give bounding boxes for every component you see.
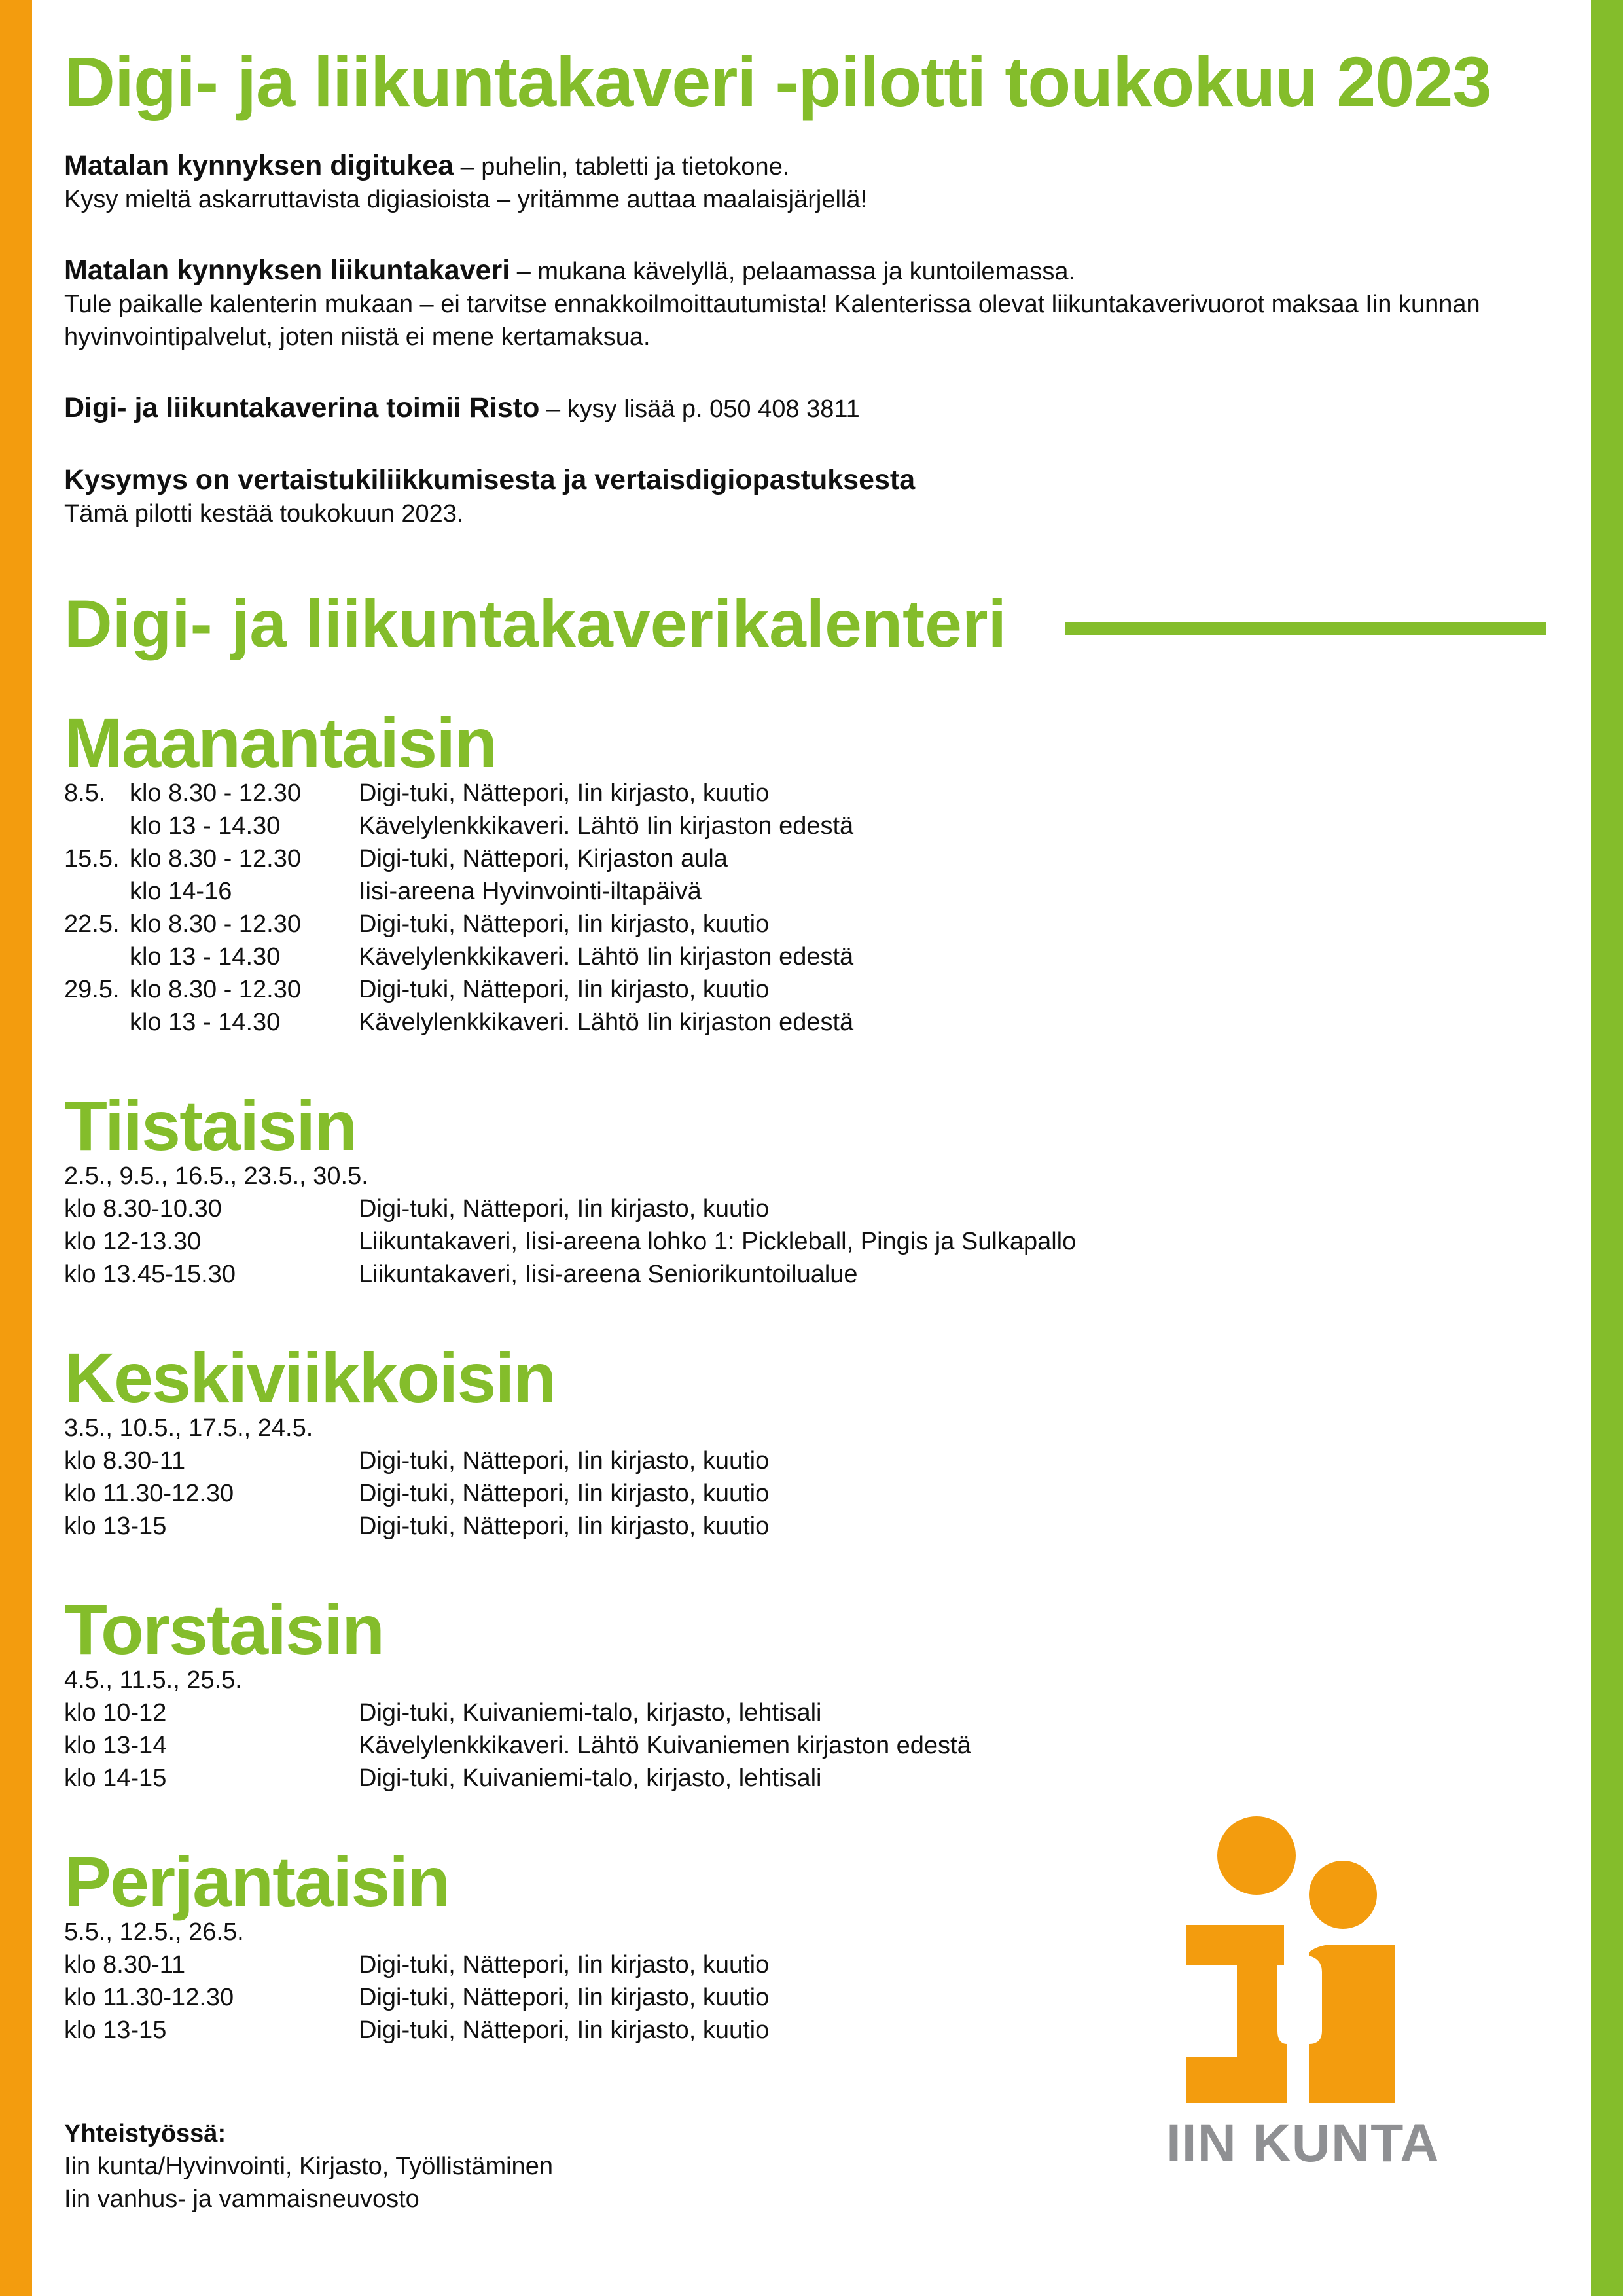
row-desc: Digi-tuki, Nättepori, Iin kirjasto, kuutio bbox=[359, 780, 770, 807]
row-time: klo 11.30-12.30 bbox=[64, 1480, 234, 1507]
row-desc: Digi-tuki, Kuivaniemi-talo, kirjasto, lehtisali bbox=[359, 1765, 822, 1792]
row-desc: Kävelylenkkikaveri. Lähtö Iin kirjaston edestä bbox=[359, 812, 854, 840]
row-desc: Digi-tuki, Nättepori, Iin kirjasto, kuutio bbox=[359, 1984, 770, 2011]
intro-section bbox=[64, 149, 1504, 568]
row-time: klo 8.30 - 12.30 bbox=[130, 780, 301, 807]
logo-wordmark: IIN KUNTA bbox=[1166, 2113, 1440, 2173]
day-heading: Perjantaisin bbox=[64, 1842, 450, 1921]
schedule-row bbox=[64, 973, 1242, 1006]
calendar-title: Digi- ja liikuntakaverikalenteri bbox=[64, 586, 1007, 661]
row-date bbox=[64, 941, 130, 973]
footer-cooperation bbox=[64, 2117, 553, 2215]
row-date bbox=[64, 1006, 130, 1039]
intro-lead: Matalan kynnyksen digitukea bbox=[64, 150, 454, 181]
row-time: klo 8.30-11 bbox=[64, 1447, 186, 1475]
row-desc: Digi-tuki, Nättepori, Iin kirjasto, kuutio bbox=[359, 1513, 770, 1540]
row-time: klo 13 - 14.30 bbox=[130, 1009, 281, 1036]
schedule-row bbox=[64, 1696, 1242, 1729]
row-time: klo 10-12 bbox=[64, 1699, 167, 1727]
row-desc: Digi-tuki, Kuivaniemi-talo, kirjasto, lehtisali bbox=[359, 1699, 822, 1727]
row-desc: Digi-tuki, Nättepori, Iin kirjasto, kuutio bbox=[359, 1951, 770, 1979]
schedule-row bbox=[64, 2014, 1242, 2047]
row-time: klo 14-16 bbox=[130, 878, 232, 905]
row-desc: Kävelylenkkikaveri. Lähtö Iin kirjaston edestä bbox=[359, 943, 854, 971]
row-time: klo 13 - 14.30 bbox=[130, 812, 281, 840]
row-desc: Kävelylenkkikaveri. Lähtö Iin kirjaston edestä bbox=[359, 1009, 854, 1036]
row-desc: Digi-tuki, Nättepori, Kirjaston aula bbox=[359, 845, 728, 872]
intro-body: Kysy mieltä askarruttavista digiasioista – yritämme auttaa maalaisjärjellä! bbox=[64, 186, 868, 213]
row-time: klo 12-13.30 bbox=[64, 1228, 202, 1255]
row-desc: Kävelylenkkikaveri. Lähtö Kuivaniemen kirjaston edestä bbox=[359, 1732, 971, 1759]
row-desc: Liikuntakaveri, Iisi-areena Seniorikuntoilualue bbox=[359, 1261, 858, 1288]
schedule-row bbox=[64, 1981, 1242, 2014]
day-dates: 3.5., 10.5., 17.5., 24.5. bbox=[64, 1414, 313, 1442]
row-time: klo 14-15 bbox=[64, 1765, 167, 1792]
intro-lead: Digi- ja liikuntakaverina toimii Risto bbox=[64, 392, 540, 423]
calendar-title-rule bbox=[1065, 622, 1546, 635]
row-desc: Digi-tuki, Nättepori, Iin kirjasto, kuutio bbox=[359, 976, 770, 1003]
schedule-row bbox=[64, 941, 1242, 973]
schedule-row bbox=[64, 908, 1242, 941]
row-time: klo 11.30-12.30 bbox=[64, 1984, 234, 2011]
row-desc: Digi-tuki, Nättepori, Iin kirjasto, kuutio bbox=[359, 2017, 770, 2044]
row-time: klo 8.30-10.30 bbox=[64, 1195, 222, 1223]
schedule-row bbox=[64, 1444, 1242, 1477]
schedule-row bbox=[64, 1477, 1242, 1510]
intro-body: Tämä pilotti kestää toukokuun 2023. bbox=[64, 500, 464, 528]
row-date bbox=[64, 810, 130, 842]
day-dates: 5.5., 12.5., 26.5. bbox=[64, 1918, 244, 1946]
intro-digituki bbox=[64, 149, 1504, 216]
intro-pilot bbox=[64, 463, 1504, 530]
left-accent-bar bbox=[0, 0, 32, 2296]
row-desc: Digi-tuki, Nättepori, Iin kirjasto, kuutio bbox=[359, 910, 770, 938]
day-thursday bbox=[64, 1590, 1242, 1795]
schedule-row bbox=[64, 1762, 1242, 1795]
row-time: klo 13.45-15.30 bbox=[64, 1261, 236, 1288]
row-desc: Digi-tuki, Nättepori, Iin kirjasto, kuutio bbox=[359, 1195, 770, 1223]
row-desc: Liikuntakaveri, Iisi-areena lohko 1: Pickleball, Pingis ja Sulkapallo bbox=[359, 1228, 1077, 1255]
row-desc: Digi-tuki, Nättepori, Iin kirjasto, kuutio bbox=[359, 1447, 770, 1475]
day-monday bbox=[64, 703, 1242, 1039]
day-wednesday bbox=[64, 1338, 1242, 1543]
schedule-row bbox=[64, 1193, 1242, 1225]
row-date: 8.5. bbox=[64, 780, 106, 807]
row-date: 22.5. bbox=[64, 910, 120, 938]
page-title: Digi- ja liikuntakaveri -pilotti toukokuu 2023 bbox=[64, 42, 1491, 121]
row-desc: Iisi-areena Hyvinvointi-iltapäivä bbox=[359, 878, 702, 905]
right-accent-bar bbox=[1591, 0, 1623, 2296]
intro-rest: – mukana kävelyllä, pelaamassa ja kuntoilemassa. bbox=[510, 258, 1076, 285]
day-heading: Torstaisin bbox=[64, 1590, 384, 1669]
row-time: klo 8.30 - 12.30 bbox=[130, 976, 301, 1003]
ii-logo-icon bbox=[1166, 1815, 1428, 2103]
intro-body: Tule paikalle kalenterin mukaan – ei tarvitse ennakkoilmoittautumista! Kalenterissa olevat liikuntakaverivuorot maksaa Iin kunnan hyvinvointipalvelut, joten niistä ei mene kertamaksua. bbox=[64, 291, 1480, 351]
footer-line: Iin kunta/Hyvinvointi, Kirjasto, Työllistäminen bbox=[64, 2153, 553, 2180]
intro-lead: Kysymys on vertaistukiliikkumisesta ja vertaisdigiopastuksesta bbox=[64, 464, 916, 495]
intro-contact bbox=[64, 391, 1504, 425]
intro-rest: – kysy lisää p. 050 408 3811 bbox=[539, 395, 860, 423]
row-date: 15.5. bbox=[64, 845, 120, 872]
schedule-row bbox=[64, 1225, 1242, 1258]
row-date bbox=[64, 875, 130, 908]
row-desc: Digi-tuki, Nättepori, Iin kirjasto, kuutio bbox=[359, 1480, 770, 1507]
day-tuesday bbox=[64, 1086, 1242, 1291]
footer-line: Iin vanhus- ja vammaisneuvosto bbox=[64, 2185, 419, 2213]
schedule-row bbox=[64, 1258, 1242, 1291]
footer-title: Yhteistyössä: bbox=[64, 2120, 226, 2147]
day-friday bbox=[64, 1842, 1242, 2047]
schedule-row bbox=[64, 1729, 1242, 1762]
day-heading: Keskiviikkoisin bbox=[64, 1338, 556, 1417]
row-time: klo 13-15 bbox=[64, 1513, 167, 1540]
intro-lead: Matalan kynnyksen liikuntakaveri bbox=[64, 255, 510, 286]
iin-kunta-logo bbox=[1166, 1815, 1440, 2173]
intro-liikuntakaveri bbox=[64, 254, 1504, 353]
day-dates: 2.5., 9.5., 16.5., 23.5., 30.5. bbox=[64, 1162, 368, 1190]
schedule-row bbox=[64, 777, 1242, 810]
row-time: klo 13-15 bbox=[64, 2017, 167, 2044]
schedule-row bbox=[64, 842, 1242, 875]
day-heading: Maanantaisin bbox=[64, 703, 497, 782]
row-time: klo 13 - 14.30 bbox=[130, 943, 281, 971]
intro-rest: – puhelin, tabletti ja tietokone. bbox=[454, 153, 790, 181]
schedule-row bbox=[64, 1510, 1242, 1543]
day-heading: Tiistaisin bbox=[64, 1086, 357, 1165]
row-time: klo 8.30-11 bbox=[64, 1951, 186, 1979]
schedule-row bbox=[64, 810, 1242, 842]
schedule-row bbox=[64, 875, 1242, 908]
row-time: klo 13-14 bbox=[64, 1732, 167, 1759]
schedule-row bbox=[64, 1948, 1242, 1981]
row-time: klo 8.30 - 12.30 bbox=[130, 910, 301, 938]
schedule-row bbox=[64, 1006, 1242, 1039]
row-date: 29.5. bbox=[64, 976, 120, 1003]
day-dates: 4.5., 11.5., 25.5. bbox=[64, 1666, 242, 1694]
row-time: klo 8.30 - 12.30 bbox=[130, 845, 301, 872]
